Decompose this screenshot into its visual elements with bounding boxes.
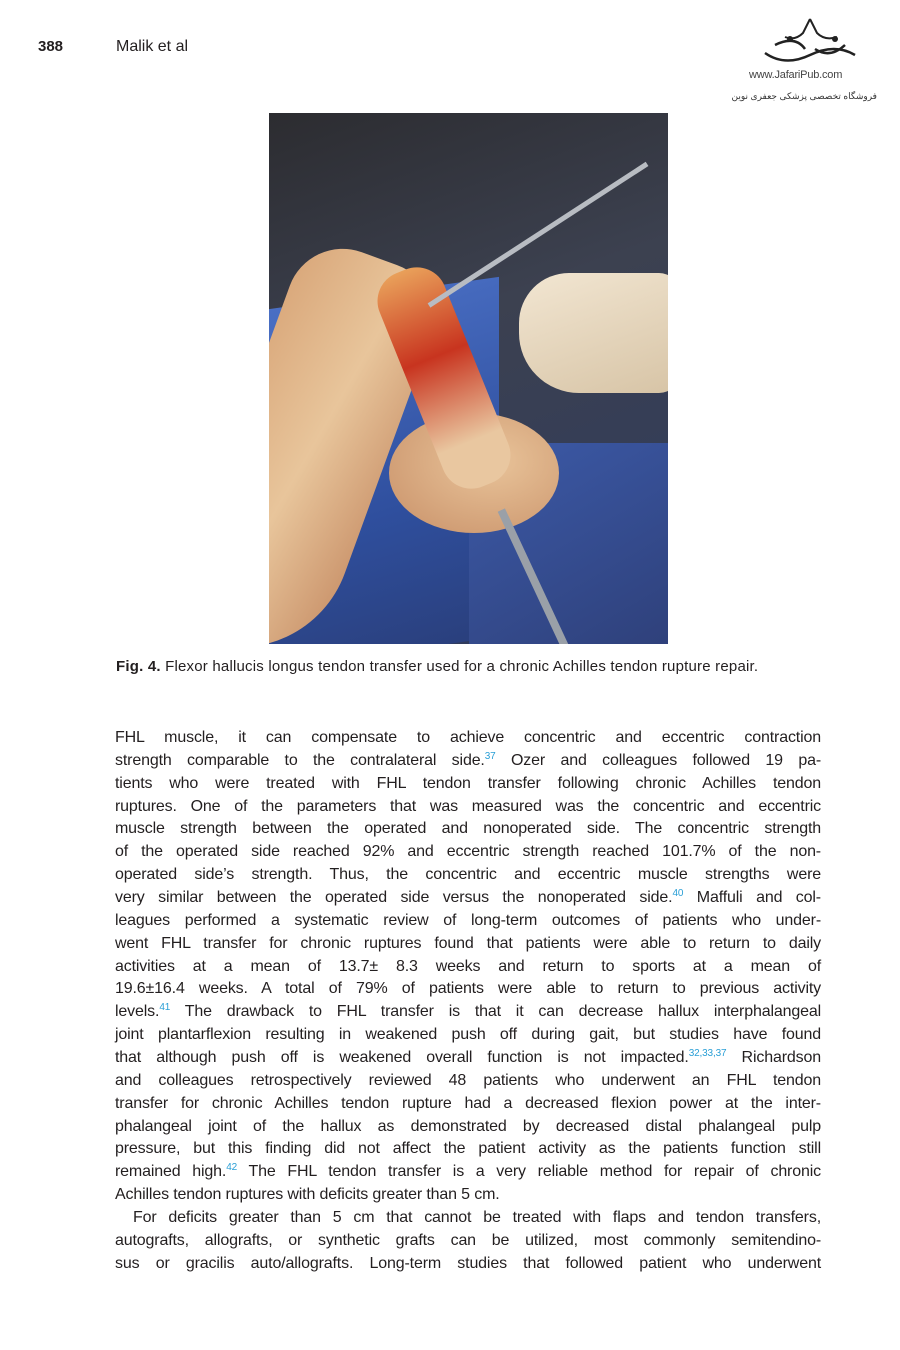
text-segment: strength comparable to the contralateral side.	[115, 751, 485, 769]
text-line	[115, 956, 821, 979]
text-segment: sus or gracilis auto/allografts. Long-term studies that followed patient who underwent	[115, 1254, 821, 1272]
text-line	[115, 1161, 821, 1184]
text-line	[115, 864, 821, 887]
text-segment: transfer for chronic Achilles tendon rupture had a decreased flexion power at the inter-	[115, 1094, 821, 1112]
text-line	[115, 841, 821, 864]
text-segment: very similar between the operated side versus the nonoperated side.	[115, 889, 673, 907]
body-text	[115, 727, 821, 1276]
text-line	[115, 1024, 821, 1047]
publisher-logo	[731, 15, 877, 105]
text-segment: and colleagues retrospectively reviewed 48 patients who underwent an FHL tendon	[115, 1071, 821, 1089]
logo-url: www.JafariPub.com	[749, 69, 843, 81]
text-segment: Richardson	[726, 1049, 821, 1067]
text-segment: Achilles tendon ruptures with deficits greater than 5 cm.	[115, 1186, 500, 1204]
text-line	[115, 1070, 821, 1093]
calligraphy-logo-icon	[745, 15, 875, 70]
citation-ref[interactable]: 40	[672, 888, 684, 900]
text-line	[115, 1253, 821, 1276]
text-segment: of the operated side reached 92% and eccentric strength reached 101.7% of the non-	[115, 843, 821, 861]
text-segment: ruptures. One of the parameters that was measured was the concentric and eccentric	[115, 797, 821, 815]
text-line	[115, 1116, 821, 1139]
text-segment: levels.	[115, 1003, 160, 1021]
text-segment: joint plantarflexion resulting in weakened push off during gait, but studies have found	[115, 1026, 821, 1044]
citation-ref[interactable]: 32,33,37	[688, 1048, 727, 1060]
logo-tagline: فروشگاه تخصصی پزشکی جعفری نوین	[731, 91, 877, 101]
text-line	[115, 750, 821, 773]
text-line	[115, 1138, 821, 1161]
text-segment: For deficits greater than 5 cm that cannot be treated with flaps and tendon transfers,	[133, 1209, 821, 1227]
running-header-authors: Malik et al	[116, 38, 189, 55]
text-segment: that although push off is weakened overall function is not impacted.	[115, 1049, 689, 1067]
text-segment: pressure, but this finding did not affect the patient activity as the patients function still	[115, 1140, 821, 1158]
figure-caption	[116, 656, 821, 677]
text-line	[115, 933, 821, 956]
text-segment: Maffuli and col-	[683, 889, 821, 907]
text-line	[115, 1047, 821, 1070]
text-line	[115, 1230, 821, 1253]
text-segment: Ozer and colleagues followed 19 pa-	[495, 751, 822, 769]
text-line	[115, 727, 821, 750]
text-segment: leagues performed a systematic review of long-term outcomes of patients who under-	[115, 911, 821, 929]
surgical-photo	[269, 113, 668, 644]
text-segment: FHL muscle, it can compensate to achieve concentric and eccentric contraction	[115, 729, 821, 746]
text-segment: tients who were treated with FHL tendon transfer following chronic Achilles tendon	[115, 774, 821, 792]
page-number: 388	[38, 38, 64, 55]
text-segment: phalangeal joint of the hallux as demonstrated by decreased distal phalangeal pulp	[115, 1117, 821, 1135]
text-segment: autografts, allografts, or synthetic grafts can be utilized, most commonly semitendino-	[115, 1231, 821, 1249]
text-line	[115, 1207, 821, 1230]
text-segment: operated side’s strength. Thus, the concentric and eccentric muscle strengths were	[115, 866, 821, 884]
figure-label: Fig. 4.	[116, 658, 161, 675]
text-segment: The FHL tendon transfer is a very reliable method for repair of chronic	[237, 1163, 821, 1181]
text-line	[115, 1184, 821, 1207]
citation-ref[interactable]: 42	[226, 1162, 238, 1174]
citation-ref[interactable]: 41	[159, 1002, 171, 1014]
text-segment: went FHL transfer for chronic ruptures found that patients were able to return to daily	[115, 934, 821, 952]
text-segment: activities at a mean of 13.7± 8.3 weeks and return to sports at a mean of	[115, 957, 821, 975]
citation-ref[interactable]: 37	[484, 750, 496, 762]
text-segment: remained high.	[115, 1163, 227, 1181]
text-line	[115, 1001, 821, 1024]
text-line	[115, 887, 821, 910]
text-segment: The drawback to FHL transfer is that it can decrease hallux interphalangeal	[170, 1003, 821, 1021]
text-segment: muscle strength between the operated and nonoperated side. The concentric strength	[115, 820, 821, 838]
text-line	[115, 773, 821, 796]
text-line	[115, 978, 821, 1001]
figure-caption-text: Flexor hallucis longus tendon transfer used for a chronic Achilles tendon rupture repair.	[165, 658, 759, 675]
text-line	[115, 796, 821, 819]
text-segment: 19.6±16.4 weeks. A total of 79% of patients were able to return to previous activity	[115, 980, 821, 998]
text-line	[115, 1093, 821, 1116]
text-line	[115, 910, 821, 933]
text-line	[115, 818, 821, 841]
